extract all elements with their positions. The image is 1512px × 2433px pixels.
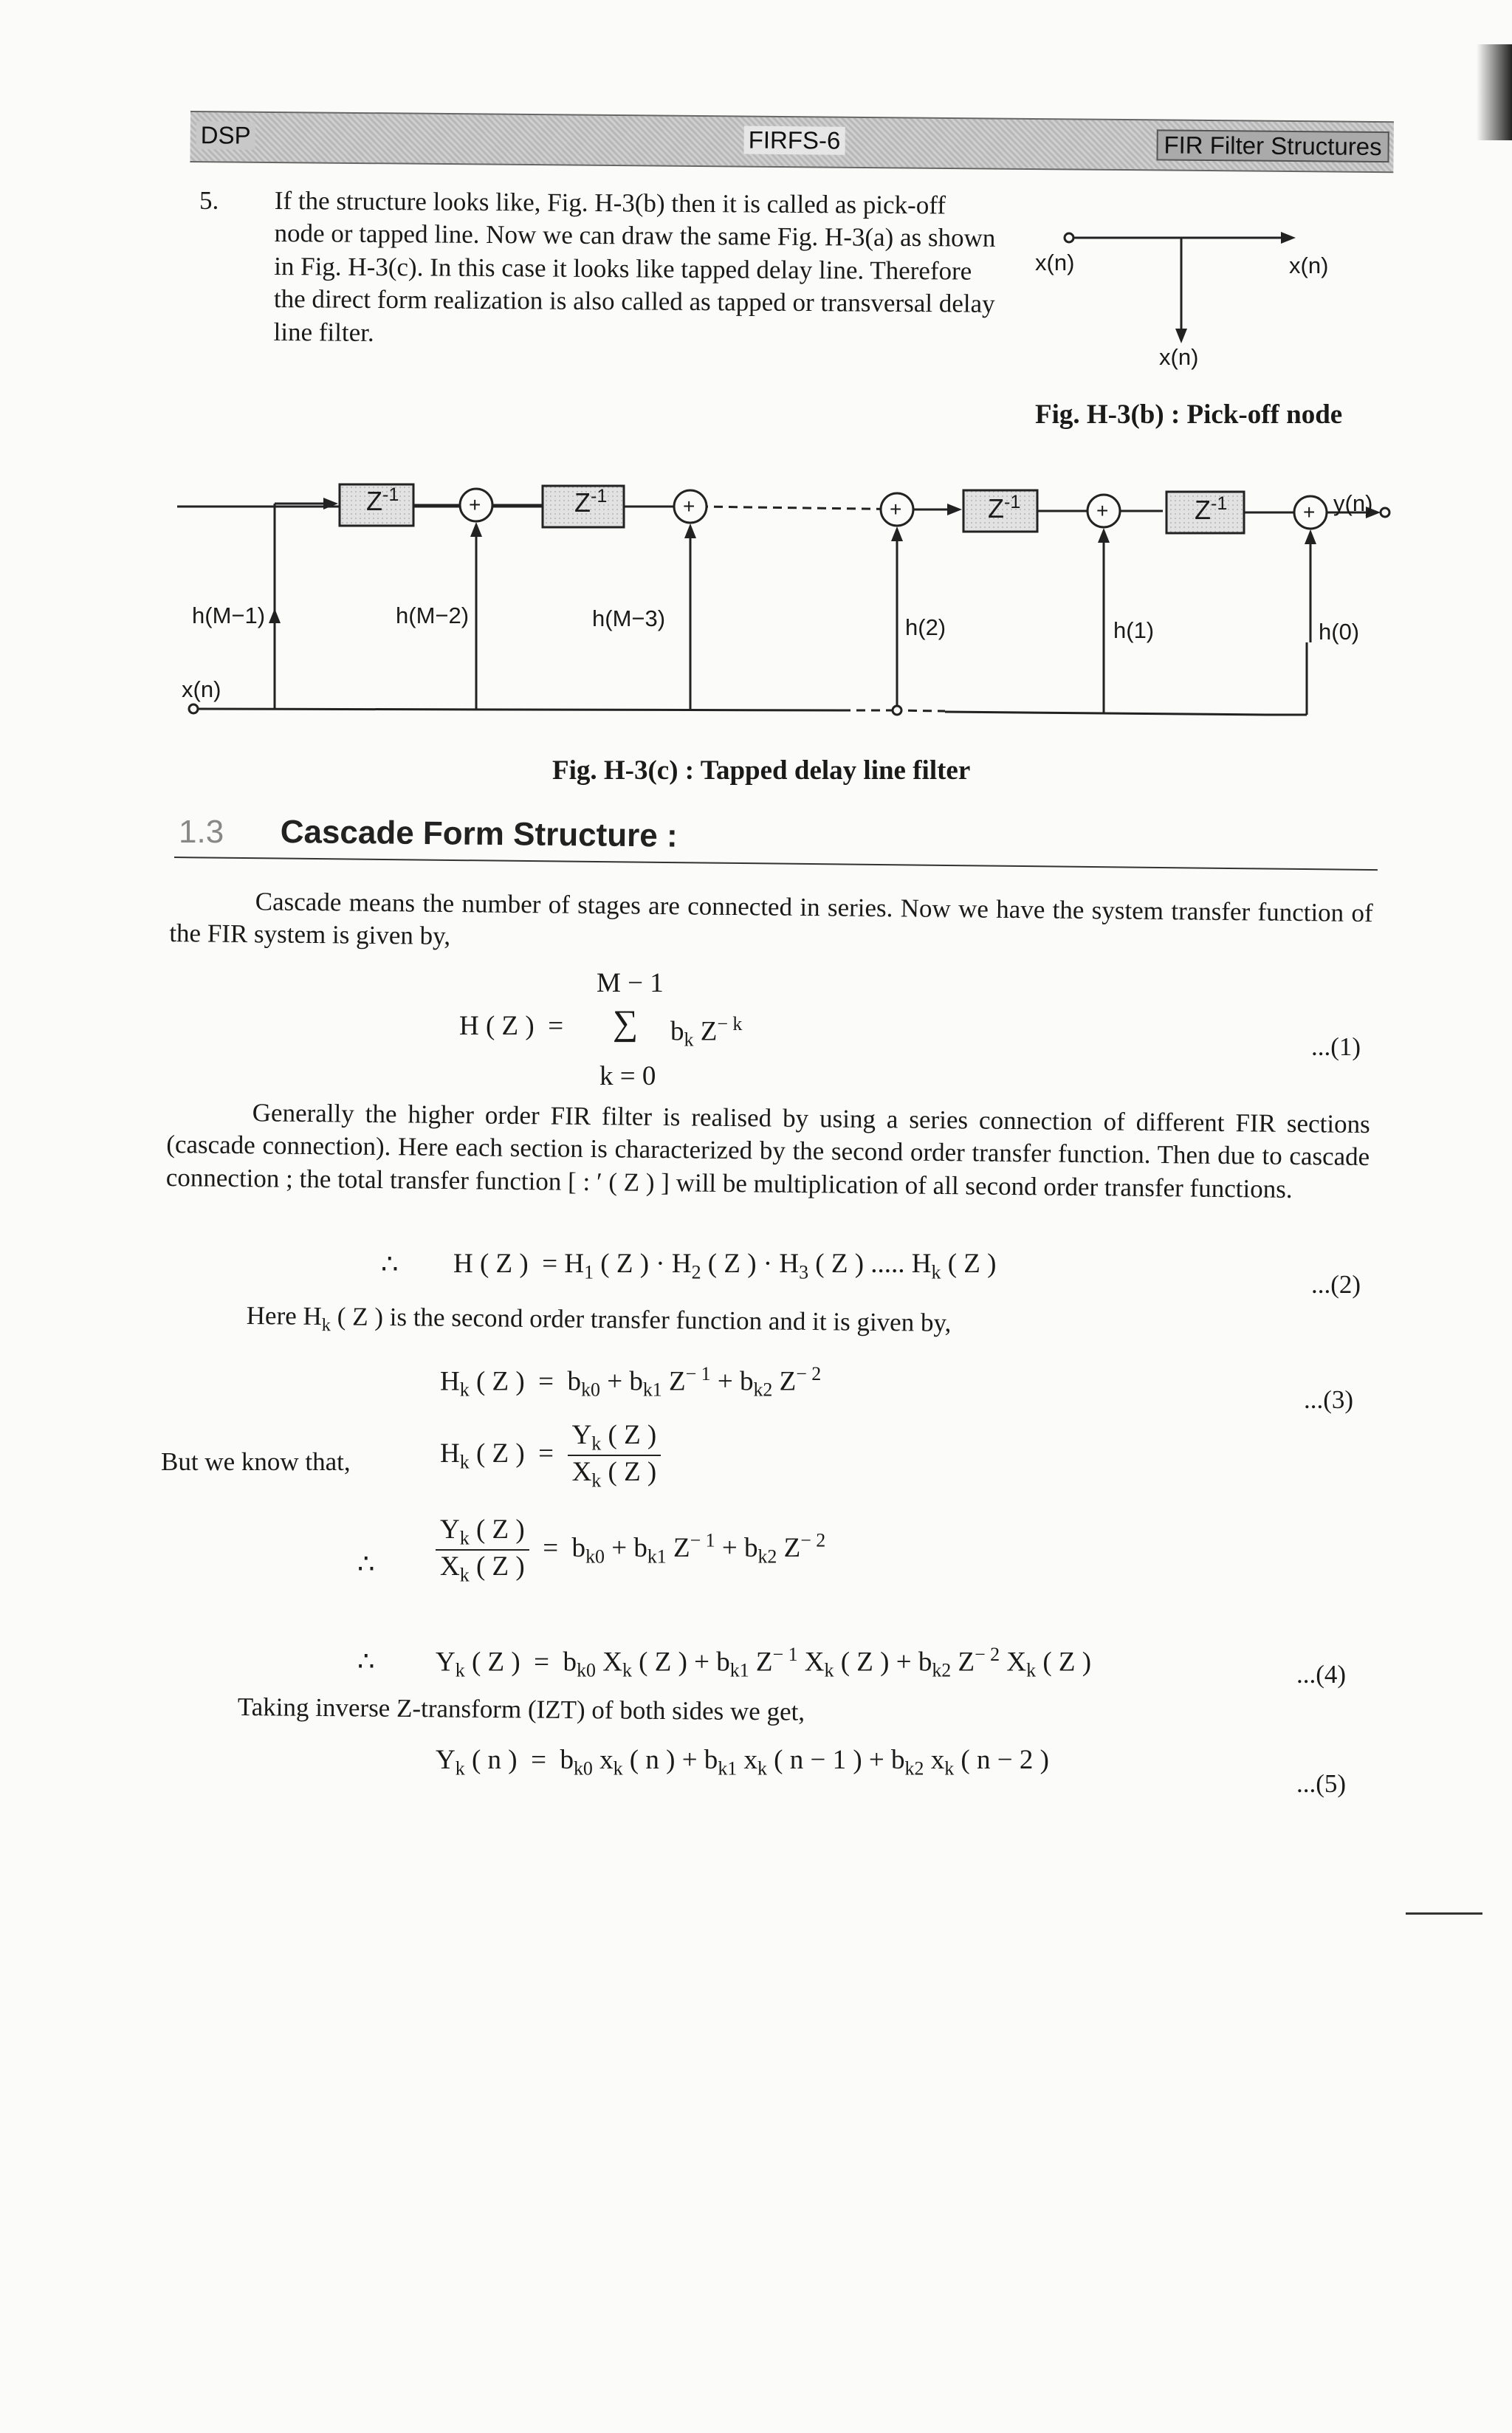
- delay-3-label: $Z^{-1}$: [988, 492, 1021, 524]
- eq1-sigma: ∑: [613, 1003, 639, 1043]
- section-number: 1.3: [179, 814, 224, 850]
- eq4-body: $Y_k$ ( Z ) = $b_{k0}$ $X_k$ ( Z ) + $b_{k1}$ $Z^{- 1}$ $X_k$ ( Z ) + $b_{k2}$ $Z^{- 2}$ $X_k$ ( Z ): [436, 1644, 1092, 1681]
- header-right: FIR Filter Structures: [1156, 129, 1389, 162]
- margin-mark: [1406, 1912, 1482, 1915]
- coef-h-0: h(0): [1319, 619, 1360, 645]
- figure-b-caption: Fig. H-3(b) : Pick-off node: [1035, 399, 1343, 430]
- eq-ratio-therefore: ∴: [357, 1549, 375, 1579]
- eq5-body: $Y_k$ ( n ) = $b_{k0}$ $x_k$ ( n ) + $b_{k1}$ $x_k$ ( n − 1 ) + $b_{k2}$ $x_k$ ( n − 2 ): [436, 1745, 1049, 1780]
- binding-shadow: [1477, 44, 1512, 140]
- pickoff-input-label: x(n): [1035, 250, 1075, 275]
- filter-output-label: y(n): [1333, 490, 1373, 516]
- eq4-therefore: ∴: [357, 1647, 375, 1677]
- paragraph-cascade-explanation: Generally the higher order FIR filter is realised by using a series connection of different FIR sections (cascade connection). Here each section is characterized by the second order transfer function. Then due to cascade connection ; the total transfer function [ : ′ ( Z ) ] will be multiplication of all second order transfer functions.: [165, 1098, 1370, 1204]
- figure-c-caption: Fig. H-3(c) : Tapped delay line filter: [552, 755, 971, 786]
- section-title: Cascade Form Structure :: [280, 814, 678, 854]
- adder-4: +: [1096, 499, 1109, 522]
- adder-3: +: [890, 498, 902, 521]
- header-center: FIRFS-6: [744, 126, 845, 155]
- section-rule: [174, 857, 1378, 871]
- coef-h-m-3: h(M−3): [592, 605, 666, 631]
- eq-number-3: ...(3): [1304, 1385, 1354, 1414]
- header-left: DSP: [196, 121, 255, 150]
- eq-number-2: ...(2): [1311, 1270, 1361, 1299]
- eq-number-1: ...(1): [1311, 1032, 1361, 1061]
- paragraph-cascade-intro: Cascade means the number of stages are connected in series. Now we have the system transfer function of the FIR system is given by,: [169, 887, 1373, 951]
- adder-5: +: [1303, 501, 1316, 524]
- delay-2-label: $Z^{-1}$: [574, 486, 608, 518]
- coef-h-m-1: h(M−1): [192, 603, 266, 628]
- eq2-therefore: ∴: [381, 1249, 399, 1280]
- adder-2: +: [683, 495, 695, 518]
- item-number: 5.: [199, 186, 219, 215]
- but-we-know-text: But we know that,: [161, 1447, 351, 1476]
- filter-input-label: x(n): [182, 676, 221, 702]
- eq-ratio-expanded: $\frac{Y_k ( Z )}{X_k ( Z )}$ = $b_{k0} + b_{k1}$ $Z^{- 1} + b_{k2}$ $Z^{- 2}$: [436, 1514, 825, 1587]
- eq1-lower-limit: k = 0: [599, 1061, 656, 1091]
- eq3-body: $H_k$ ( Z ) = $b_{k0} + b_{k1}$ $Z^{- 1} + b_{k2}$ $Z^{- 2}$: [440, 1363, 822, 1401]
- pickoff-tap-label: x(n): [1159, 344, 1199, 370]
- page-header: [190, 111, 1394, 173]
- here-hk-line: Here $H_k$ ( Z ) is the second order transfer function and it is given by,: [246, 1300, 952, 1337]
- eq-ratio-definition: $H_k$ ( Z ) = $\frac{Y_k ( Z )}{X_k ( Z )}$: [440, 1419, 661, 1492]
- delay-4-label: $Z^{-1}$: [1195, 493, 1228, 525]
- eq1-term: $b_k$ $Z^{- k}$: [670, 1013, 743, 1051]
- coef-h-1: h(1): [1113, 617, 1155, 643]
- pickoff-output-label: x(n): [1289, 253, 1329, 278]
- delay-1-label: $Z^{-1}$: [366, 484, 399, 516]
- eq1-upper-limit: M − 1: [597, 968, 664, 998]
- coef-h-2: h(2): [905, 614, 946, 640]
- item5-paragraph: If the structure looks like, Fig. H-3(b) then it is called as pick-off node or tapped line. Now we can draw the same Fig. H-3(a) as shown in Fig. H-3(c). In this case it looks like tapped delay line. Therefore the direct form realization is also called as tapped or transversal delay line filter.: [273, 185, 996, 347]
- taking-izt-text: Taking inverse Z-transform (IZT) of both sides we get,: [237, 1692, 805, 1726]
- eq-number-4: ...(4): [1296, 1660, 1347, 1689]
- adder-1: +: [469, 493, 481, 516]
- eq1-lhs: H ( Z ) =: [459, 1011, 564, 1041]
- eq2-body: H ( Z ) = $H_1$ ( Z ) · $H_2$ ( Z ) · $H_3$ ( Z ) ..... $H_k$ ( Z ): [453, 1249, 997, 1283]
- eq-number-5: ...(5): [1296, 1769, 1347, 1798]
- coef-h-m-2: h(M−2): [396, 603, 470, 628]
